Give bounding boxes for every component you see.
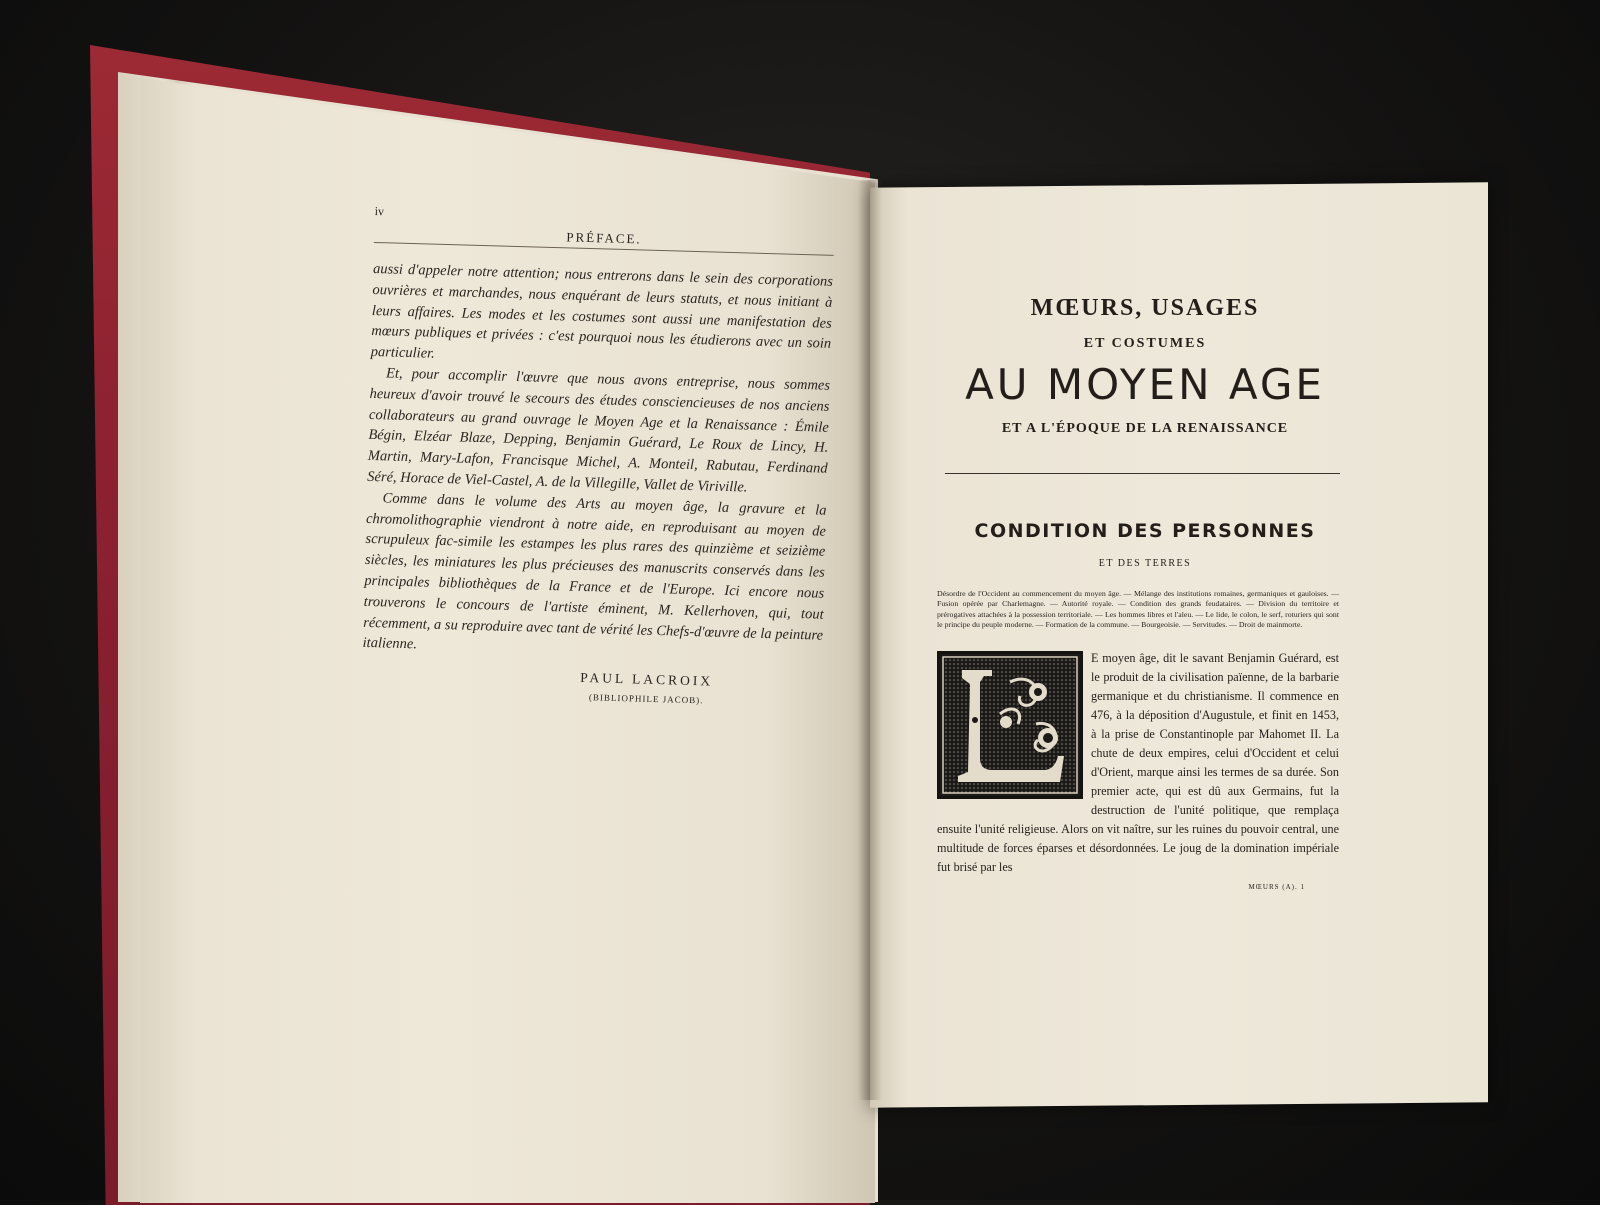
book-gutter — [858, 180, 882, 1100]
book-title-line-1: MŒURS, USAGES — [1030, 295, 1260, 321]
chapter-body — [937, 649, 1339, 877]
drop-cap-ornament — [940, 654, 1080, 796]
page-number: iv — [374, 203, 385, 219]
author-signature: PAUL LACROIX — [580, 670, 714, 689]
preface-paragraph-1: aussi d'appeler notre attention; nous entrerons dans le sein des corporations ouvrières et marchandes, nous enquérant de leurs statuts, et nous initiant à leurs affaires. Les modes et les costumes sont aussi une manifestation des mœurs publiques et privées : c'est pourquoi nous les étudierons avec un soin particulier. — [370, 260, 834, 362]
preface-paragraph-2: Et, pour accomplir l'œuvre que nous avons entreprise, nous sommes heureux d'avoir trouvé le secours des études consciencieuses de nos anciens collaborateurs au grand ouvrage le Moyen Age et la Renaissance : Émile Bégin, Elzéar Blaze, Depping, Benjamin Guérard, Le Roux de Lincy, H. Martin, Mary-Lafon, Francisque Michel, A. Monteil, Rabutau, Ferdinand Séré, Horace de Viel-Castel, A. de la Villegille, Vallet de Viriville. — [367, 365, 831, 496]
chapter-subtitle: ET DES TERRES — [1098, 558, 1192, 569]
chapter-summary: Désordre de l'Occident au commencement du moyen âge. — Mélange des institutions romaines, germaniques et gauloises. — Fusion opérée par Charlemagne. — Autorité royale. — Condition des grands feudataires. — Division du territoire et prérogatives attachées à la possession territoriale. — Les hommes libres et l'aleu. — Le lide, le colon, le serf, roturiers qui sont le principe du peuple moderne. — Formation de la commune. — Bourgeoisie. — Servitudes. — Droit de mainmorte. — [937, 589, 1339, 630]
signature-mark: MŒURS (A). 1 — [1248, 882, 1305, 891]
preface-paragraph-3: Comme dans le volume des Arts au moyen âge, la gravure et la chromolithographie viendront à notre aide, en reproduisant au moyen de scrupuleux fac-simile les estampes les plus rares des quinzième et seizième siècles, les miniatures les plus précieuses des manuscrits conservés dans les principales bibliothèques de la France et de l'Europe. Ici encore nous trouverons le concours de l'artiste éminent, M. Kellerhoven, qui, tout récemment, a su reproduire avec tant de vérité les Chefs-d'œuvre de la peinture italienne. — [362, 490, 827, 653]
book-title-main: AU MOYEN AGE — [965, 360, 1325, 409]
right-page-text — [937, 295, 1345, 891]
title-divider — [945, 473, 1340, 474]
left-page-text — [361, 200, 835, 709]
running-head: PRÉFACE. — [566, 229, 642, 247]
book-title-line-4: ET A L'ÉPOQUE DE LA RENAISSANCE — [1001, 421, 1289, 436]
book-title-line-2: ET COSTUMES — [1083, 336, 1207, 351]
chapter-opening-text: E moyen âge, dit le savant Benjamin Guérard, est le produit de la civilisation païenne, de la barbarie germanique et du christianisme. Il commence en 476, à la déposition d'Augustule, et finit en 1453, à la prise de Constantinople par Mahomet II. La chute de deux empires, celui d'Occident et celui d'Orient, marque ainsi les termes de sa durée. Son premier acte, qui est dû aux Germains, fut la destruction de l'unité politique, que remplaça ensuite l'unité religieuse. Alors on vit naître, sur les ruines du pouvoir central, une multitude de forces éparses et désordonnées. Le joug de la domination impériale fut brisé par les — [937, 650, 1339, 874]
author-pseudonym: (BIBLIOPHILE JACOB). — [588, 692, 704, 706]
chapter-title: CONDITION DES PERSONNES — [974, 520, 1316, 542]
ornamental-drop-cap-icon — [937, 651, 1083, 799]
